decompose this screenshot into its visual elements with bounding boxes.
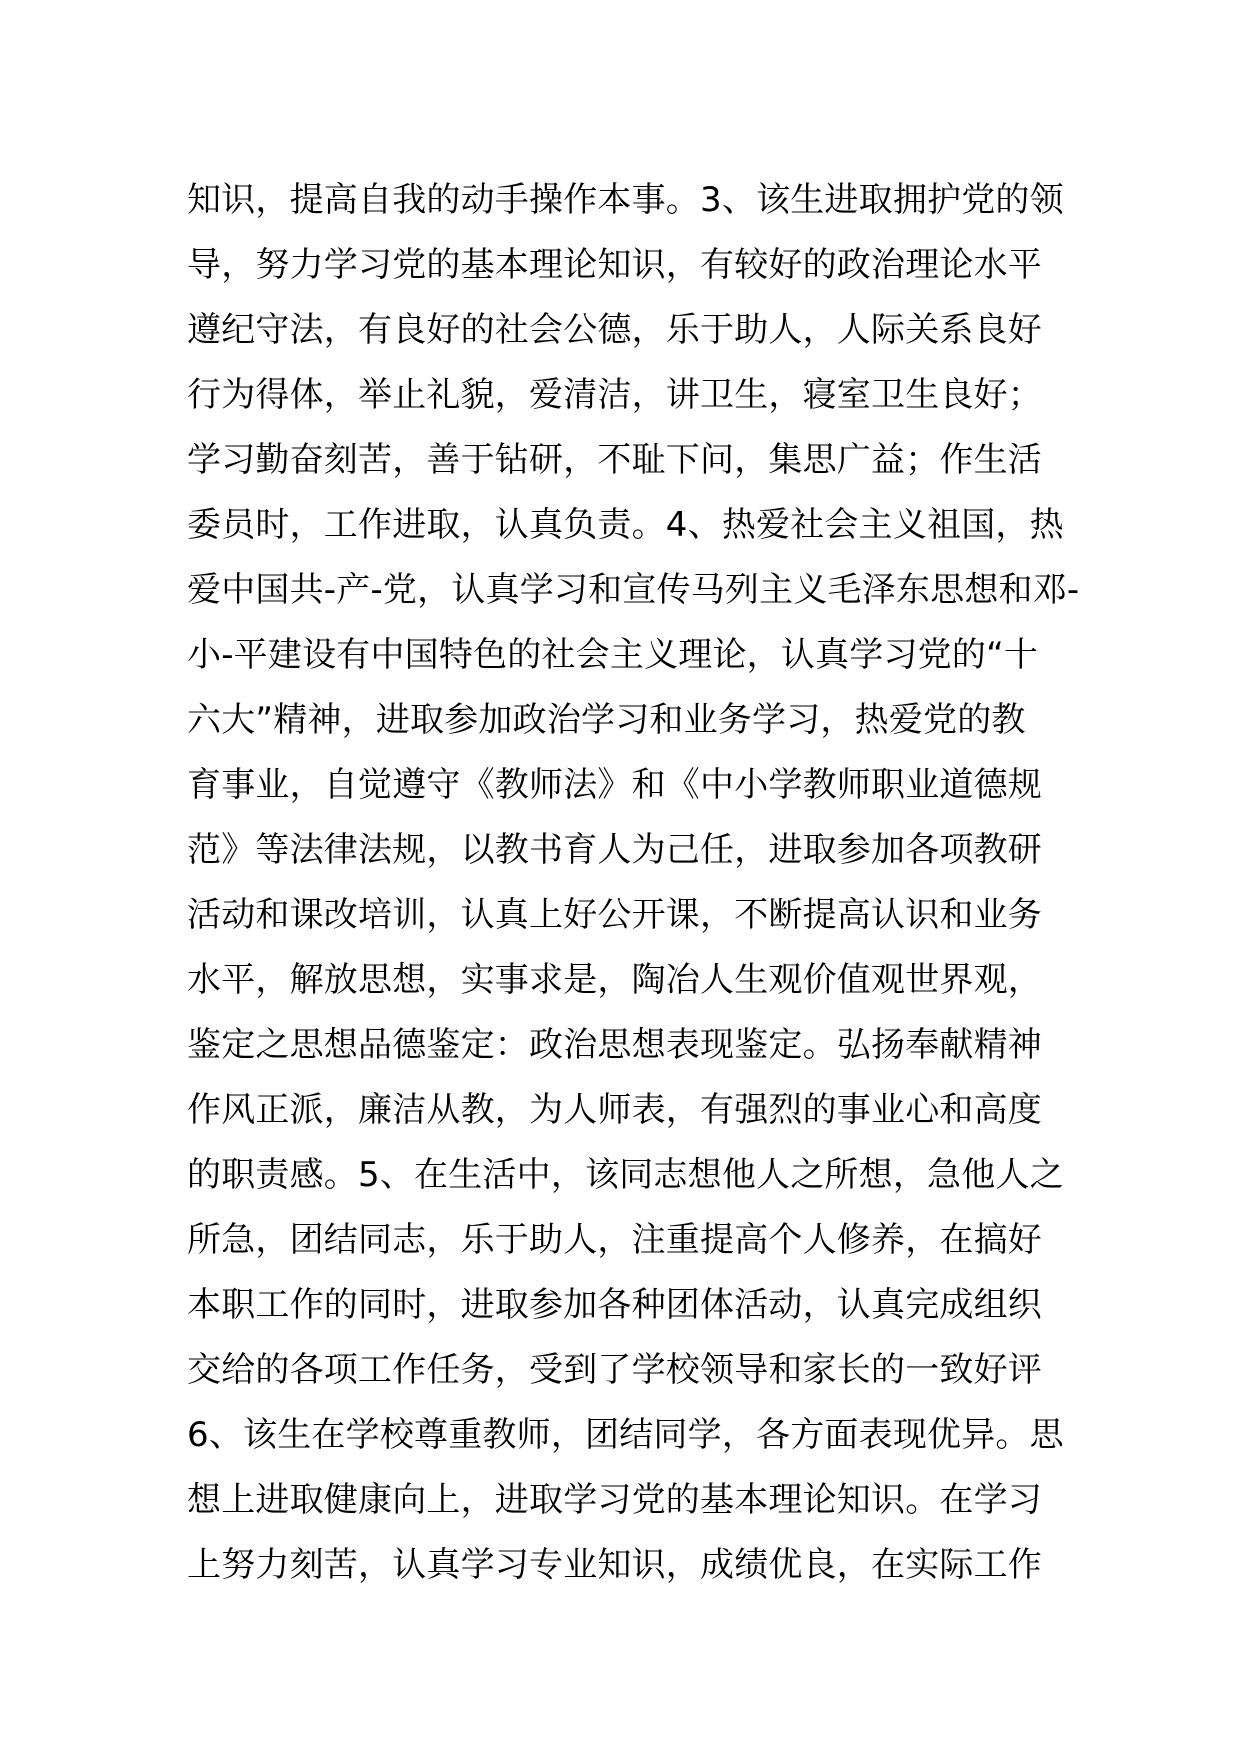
- text-line: 学习勤奋刻苦，善于钻研，不耻下问，集思广益；作生活: [187, 440, 1042, 480]
- text-line: 知识，提高自我的动手操作本事。3、该生进取拥护党的领: [187, 180, 1064, 220]
- text-line: 遵纪守法，有良好的社会公德，乐于助人，人际关系良好: [187, 310, 1042, 350]
- text-line: 所急，团结同志，乐于助人，注重提高个人修养，在搞好: [187, 1220, 1042, 1260]
- text-line: 导，努力学习党的基本理论知识，有较好的政治理论水平: [187, 245, 1042, 285]
- text-line: 想上进取健康向上，进取学习党的基本理论知识。在学习: [187, 1480, 1042, 1520]
- text-line: 委员时，工作进取，认真负责。4、热爱社会主义祖国，热: [187, 505, 1064, 545]
- text-line: 交给的各项工作任务，受到了学校领导和家长的一致好评: [187, 1350, 1042, 1390]
- text-line: 水平，解放思想，实事求是，陶冶人生观价值观世界观，: [187, 960, 1042, 1000]
- body-text: [187, 168, 1080, 1598]
- text-line: 育事业，自觉遵守《教师法》和《中小学教师职业道德规: [187, 765, 1042, 805]
- text-line: 上努力刻苦，认真学习专业知识，成绩优良，在实际工作: [187, 1545, 1042, 1585]
- text-line: 鉴定之思想品德鉴定：政治思想表现鉴定。弘扬奉献精神: [187, 1025, 1042, 1065]
- text-line: 作风正派，廉洁从教，为人师表，有强烈的事业心和高度: [187, 1090, 1042, 1130]
- text-line: 范》等法律法规，以教书育人为己任，进取参加各项教研: [187, 830, 1042, 870]
- text-line: 的职责感。5、在生活中，该同志想他人之所想，急他人之: [187, 1155, 1064, 1195]
- text-line: 活动和课改培训，认真上好公开课，不断提高认识和业务: [187, 895, 1042, 935]
- text-line: 六大”精神，进取参加政治学习和业务学习，热爱党的教: [187, 700, 1026, 740]
- text-line: 小-平建设有中国特色的社会主义理论，认真学习党的“十: [187, 635, 1039, 675]
- text-line: 行为得体，举止礼貌，爱清洁，讲卫生，寝室卫生良好；: [187, 375, 1042, 415]
- text-line: 爱中国共-产-党，认真学习和宣传马列主义毛泽东思想和邓-: [187, 570, 1080, 610]
- text-line: 6、该生在学校尊重教师，团结同学，各方面表现优异。思: [187, 1415, 1064, 1455]
- text-line: 本职工作的同时，进取参加各种团体活动，认真完成组织: [187, 1285, 1042, 1325]
